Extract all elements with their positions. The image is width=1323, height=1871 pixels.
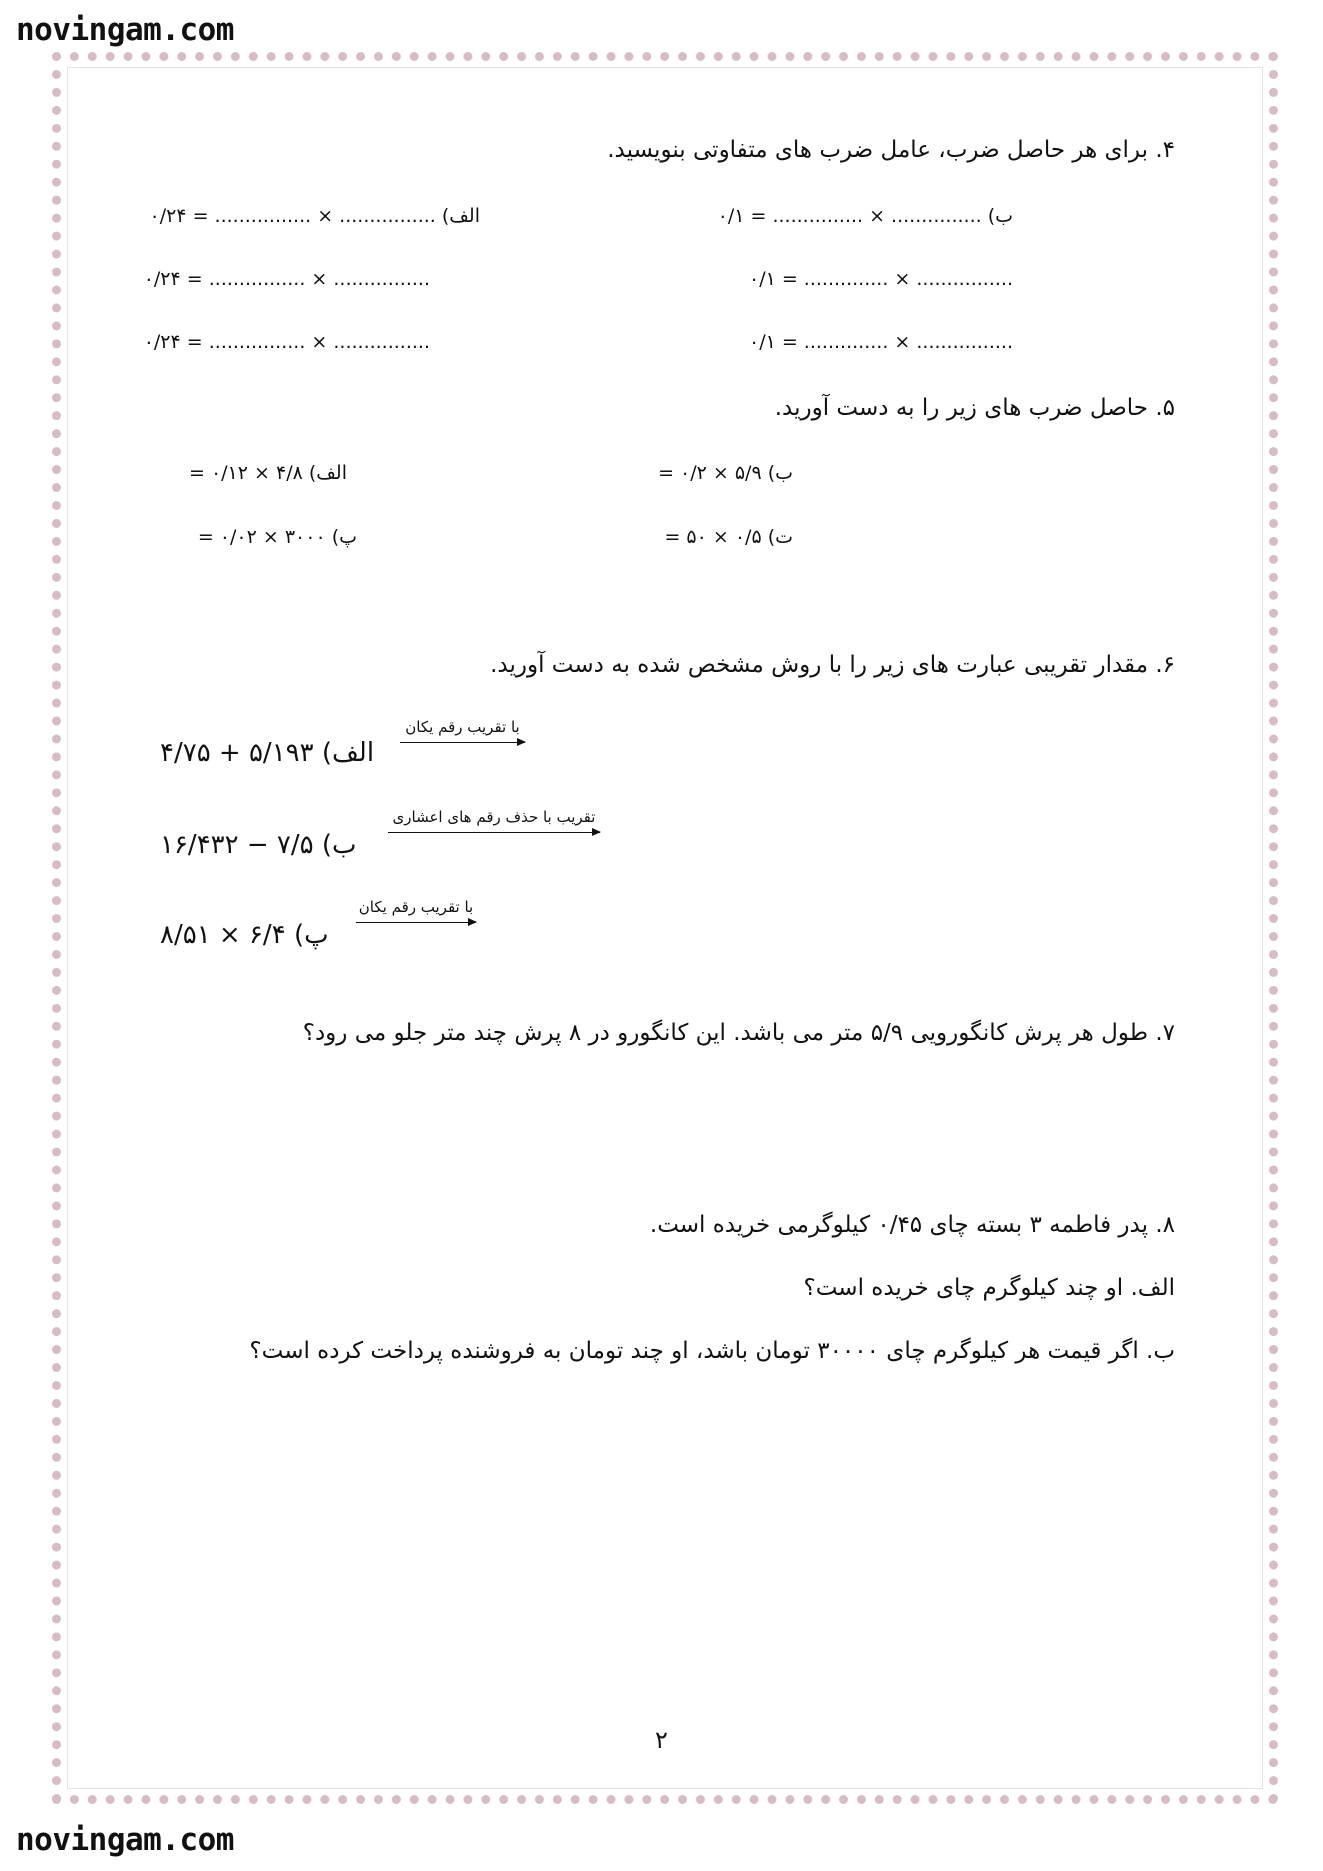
q6-pe-expr: ۸/۵۱ × ۶/۴ xyxy=(160,920,286,950)
page-number: ۲ xyxy=(655,1726,668,1754)
q5-part-pe: پ) ۳۰۰۰ × ۰/۰۲ = xyxy=(197,526,357,548)
q6-alef-expr: ۴/۷۵ + ۵/۱۹۳ xyxy=(160,738,314,768)
q4-be-line-3: ................ × .............. = ۰/۱ xyxy=(749,331,1013,353)
q6-part-pe xyxy=(160,920,329,950)
q4-alef-line-2: ................ × ................ = ۰/۲۴ xyxy=(143,268,430,290)
q6-part-be xyxy=(160,830,356,860)
q4-alef-line-3: ................ × ................ = ۰/۲۴ xyxy=(143,331,430,353)
q4-part-alef: الف) ................ × ................ = ۰/۲۴ xyxy=(149,205,480,227)
q6-pe-method: با تقریب رقم یکان xyxy=(358,898,474,916)
q6-be-expr: ۱۶/۴۳۲ − ۷/۵ xyxy=(160,830,314,860)
question-5-title: ۵. حاصل ضرب های زیر را به دست آورید. xyxy=(774,395,1175,421)
q8-part-be: ب. اگر قیمت هر کیلوگرم چای ۳۰۰۰۰ تومان باشد، او چند تومان به فروشنده پرداخت کرده است؟ xyxy=(249,1338,1175,1364)
q8-part-alef: الف. او چند کیلوگرم چای خریده است؟ xyxy=(803,1275,1175,1301)
q6-pe-label: پ) xyxy=(293,920,329,950)
q6-be-label: ب) xyxy=(321,830,357,860)
arrow-right-icon xyxy=(356,922,476,923)
q6-part-alef xyxy=(160,738,374,768)
question-7-title: ۷. طول هر پرش کانگورویی ۵/۹ متر می باشد. این کانگورو در ۸ پرش چند متر جلو می رود؟ xyxy=(302,1020,1175,1046)
question-6-title: ۶. مقدار تقریبی عبارت های زیر را با روش مشخص شده به دست آورید. xyxy=(490,652,1175,678)
q6-be-arrow xyxy=(388,808,600,833)
arrow-right-icon xyxy=(388,832,600,833)
question-4-title: ۴. برای هر حاصل ضرب، عامل ضرب های متفاوتی بنویسید. xyxy=(607,137,1175,163)
q6-be-method: تقریب با حذف رقم های اعشاری xyxy=(392,808,596,826)
q5-part-alef: الف) ۴/۸ × ۰/۱۲ = xyxy=(188,462,347,484)
watermark-bottom: novingam.com xyxy=(16,1822,234,1858)
q6-alef-label: الف) xyxy=(321,738,375,768)
q4-part-be: ب) ............... × ............... = ۰/۱ xyxy=(717,205,1013,227)
watermark-top: novingam.com xyxy=(16,12,234,48)
q5-part-be: ب) ۵/۹ × ۰/۲ = xyxy=(658,462,793,484)
arrow-right-icon xyxy=(400,742,525,743)
q4-be-line-2: ................ × .............. = ۰/۱ xyxy=(749,268,1013,290)
question-8-title: ۸. پدر فاطمه ۳ بسته چای ۰/۴۵ کیلوگرمی خریده است. xyxy=(649,1212,1175,1238)
q6-pe-arrow xyxy=(356,898,476,923)
q6-alef-method: با تقریب رقم یکان xyxy=(405,718,520,736)
q5-part-te: ت) ۰/۵ × ۵۰ = xyxy=(664,526,793,548)
q6-alef-arrow xyxy=(400,718,525,743)
